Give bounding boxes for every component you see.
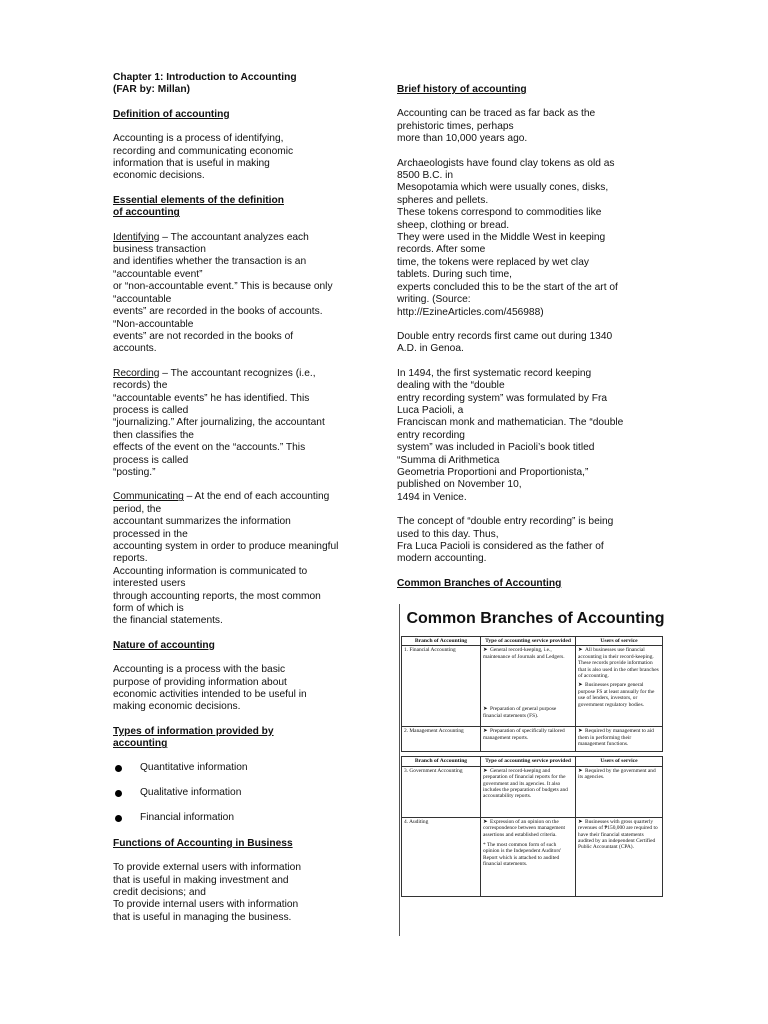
arrow-bullet-icon: ➤ <box>483 647 488 654</box>
history-p5: The concept of “double entry recording” is being used to this day. Thus, Fra Luca Pacioli is considered as the father of modern accounting. <box>397 516 614 565</box>
arrow-bullet-icon: ➤ <box>483 818 488 825</box>
history-p2: Archaeologists have found clay tokens as old as 8500 B.C. in Mesopotamia which were usually cones, disks, spheres and pellets. These tokens correspond to commodities like sheep, clothing or bread. They were used in the Middle West in keeping records. After some time, the tokens were replaced by wet clay tablets. During such time, experts concluded this to be the start of the art of writing. (Source: http://EzineArticles.com/456988) <box>397 158 659 319</box>
arrow-bullet-icon: ➤ <box>483 767 488 774</box>
arrow-bullet-icon: ➤ <box>578 767 583 774</box>
bullet-icon <box>115 815 122 822</box>
list-item: Financial information <box>113 813 375 825</box>
history-p3: Double entry records first came out during 1340 A.D. in Genoa. <box>397 330 613 355</box>
nature-heading: Nature of accounting <box>113 639 215 651</box>
chapter-subtitle: (FAR by: Millan) <box>113 84 190 96</box>
source-link[interactable]: http://EzineArticles.com/456988) <box>397 306 544 318</box>
types-list <box>113 763 375 825</box>
definition-text: Accounting is a process of identifying, recording and communicating economic information that is useful in making economic decisions. <box>113 133 294 182</box>
arrow-bullet-icon: ➤ <box>578 682 583 689</box>
branches-table <box>401 636 663 897</box>
table-title: Common Branches of Accounting <box>406 610 665 627</box>
arrow-bullet-icon: ➤ <box>483 706 488 713</box>
functions-text: To provide external users with information that is useful in making investment and credit decisions; and To provide internal users with information that is useful in managing the business. <box>113 862 301 923</box>
bullet-icon <box>115 765 122 772</box>
identifying-paragraph: Identifying – The accountant analyzes each business transaction and identifies whether the transaction is an “accountable event” or “non-accountable event.” This is because only “accountable events” are recorded in the books of accounts. “Non-accountable events” are not recorded in the books of accounts. <box>113 231 333 355</box>
communicating-term: Communicating <box>113 491 184 503</box>
chapter-title: Chapter 1: Introduction to Accounting <box>113 72 297 83</box>
history-heading: Brief history of accounting <box>397 84 527 95</box>
table-header-row: Branch of Accounting Type of accounting service provided Users of service <box>402 637 663 646</box>
branches-heading: Common Branches of Accounting <box>397 577 562 589</box>
types-heading: Types of information provided by <box>113 725 274 737</box>
table-row: 1. Financial Accounting ➤ General record-keeping, i.e., maintenance of Journals and Ledgers. ➤ Preparation of general purpose financial statements (FS). ➤ All businesses use financial accounting in their record-keeping. These records provide information that is also used in the other branches of accounting. ➤ Businesses prepare general purpose FS at least annually for the use of lenders, investors, or government regulatory bodies. <box>402 646 663 727</box>
elements-heading-cont: of accounting <box>113 207 180 219</box>
table-row: 3. Government Accounting ➤ General record-keeping and preparation of financial reports for the government and its agencies. It also includes the preparation of budgets and accountability reports. ➤ Required by the government and its agencies. <box>402 766 663 817</box>
arrow-bullet-icon: ➤ <box>578 647 583 654</box>
definition-heading: Definition of accounting <box>113 108 230 120</box>
table-header-row: Branch of Accounting Type of accounting service provided Users of service <box>402 757 663 766</box>
table-row: 2. Management Accounting ➤ Preparation of specifically tailored management reports. ➤ Required by management to aid them in performing their management functions. <box>402 727 663 752</box>
communicating-paragraph: Communicating – At the end of each accounting period, the accountant summarizes the information processed in the accounting system in order to produce meaningful reports. Accounting information is communicated to interested users through accounting reports, the most common form of which is the financial statements. <box>113 491 339 627</box>
types-heading-cont: accounting <box>113 738 168 750</box>
right-column <box>397 84 659 590</box>
arrow-bullet-icon: ➤ <box>578 728 583 735</box>
functions-heading: Functions of Accounting in Business <box>113 837 293 849</box>
list-item: Qualitative information <box>113 788 375 800</box>
list-item: Quantitative information <box>113 763 375 775</box>
history-p1: Accounting can be traced as far back as the prehistoric times, perhaps more than 10,000 years ago. <box>397 108 596 145</box>
branches-table-figure <box>399 604 671 936</box>
bullet-icon <box>115 790 122 797</box>
auditing-footnote: * The most common form of such opinion is the Independent Auditors' Report which is attached to audited financial statements. <box>483 842 562 868</box>
table-row: 4. Auditing ➤ Expression of an opinion on the correspondence between management assertions and established criteria. * The most common form of such opinion is the Independent Auditors' Report which is attached to audited financial statements. ➤ Businesses with gross quarterly revenues of ₱150,000 are required to have their financial statements audited by an independent Certified Public Accountant (CPA). <box>402 817 663 896</box>
history-p4: In 1494, the first systematic record keeping dealing with the “double entry recording system” was formulated by Fra Luca Pacioli, a Franciscan monk and mathematician. The “double entry recording system” was included in Pacioli’s book titled “Summa di Arithmetica Geometria Proportioni and Proportionista,” published on November 10, 1494 in Venice. <box>397 367 624 503</box>
arrow-bullet-icon: ➤ <box>578 818 583 825</box>
recording-term: Recording <box>113 367 160 379</box>
elements-heading: Essential elements of the definition <box>113 194 284 206</box>
recording-paragraph: Recording – The accountant recognizes (i.e., records) the “accountable events” he has identified. This process is called “journalizing.” After journalizing, the accountant then classifies the effects of the event on the “accounts.” This process is called “posting.” <box>113 367 325 478</box>
identifying-term: Identifying <box>113 231 160 243</box>
arrow-bullet-icon: ➤ <box>483 728 488 735</box>
nature-text: Accounting is a process with the basic purpose of providing information about economic activities intended to be useful in making economic decisions. <box>113 664 307 713</box>
left-column <box>113 72 375 924</box>
